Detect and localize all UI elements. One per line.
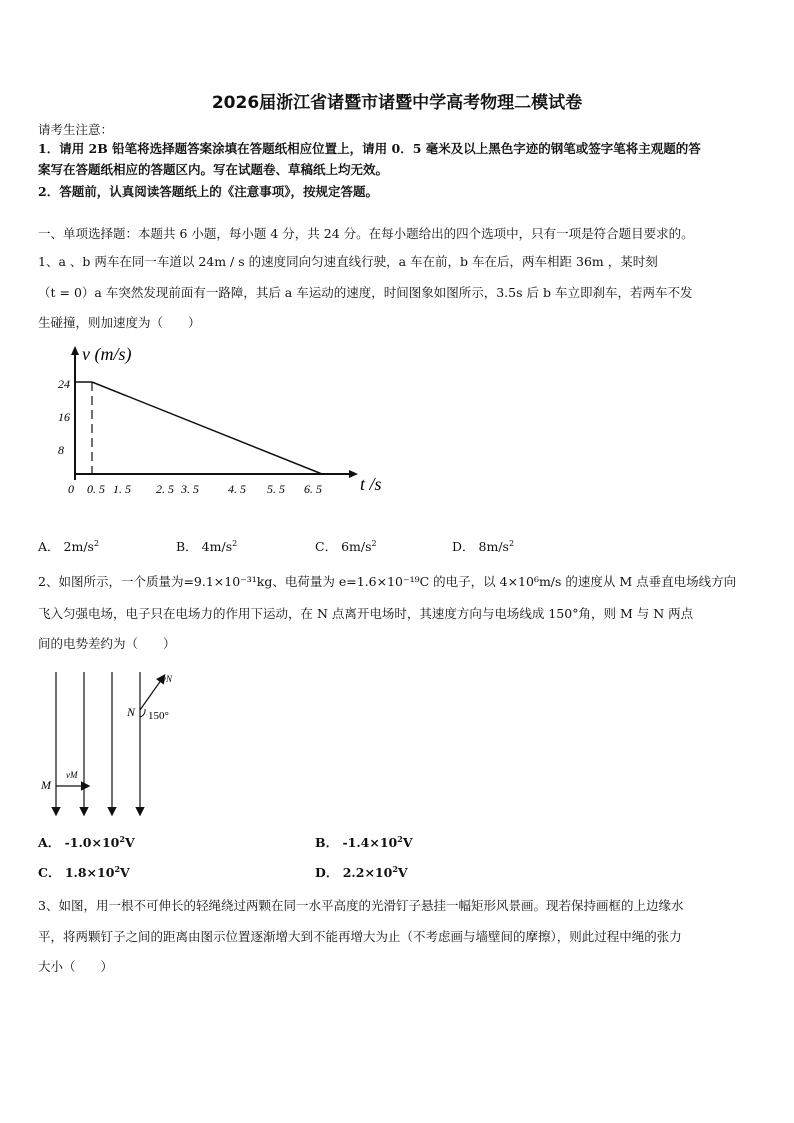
q2-option-a[interactable]: A． $-1.0\times 10^2V$ [38,833,135,850]
y-axis-arrow [71,346,79,355]
notice-line-1a: 1．请用 2B 铅笔将选择题答案涂填在答题纸相应位置上，请用 0．5 毫米及以上黑色字迹的钢笔或签字笔将主观题的答 [38,141,701,156]
q2-option-d[interactable]: D． $2.2\times 10^2V$ [315,863,408,880]
x-tick-0-5: 0. 5 [87,482,105,496]
q1-option-b[interactable]: B． $4m/s^2$ [176,538,238,554]
vn-arrow [140,676,164,710]
x-tick-0: 0 [68,482,74,496]
y-axis-label: v (m/s) [82,344,132,364]
x-axis-arrow [349,470,358,478]
q1-line-2: （t = 0）a 车突然发现前面有一路障，其后 a 车运动的速度，时间图象如图所示，3.5s 后 b 车立即刹车，若两车不发 [38,285,693,300]
q2-line-1: 2、如图所示，一个质量为=9.1×10⁻³¹kg、电荷量为 e=1.6×10⁻¹⁹C 的电子，以 4×10⁶m/s 的速度从 M 点垂直电场线方向 [38,574,737,589]
q3-line-2: 平，将两颗钉子之间的距离由图示位置逐渐增大到不能再增大为止（不考虑画与墙壁间的摩擦），则此过程中绳的张力 [38,929,682,944]
q1-option-a[interactable]: A． $2m/s^2$ [38,538,100,554]
q2-field-figure [36,664,196,824]
velocity-line-decel [92,382,322,474]
q1-option-c[interactable]: C． $6m/s^2$ [315,538,377,554]
q3-line-1: 3、如图，用一根不可伸长的轻绳绕过两颗在同一水平高度的光滑钉子悬挂一幅矩形风景画。现若保持画框的上边缘水 [38,898,684,913]
x-tick-6-5: 6. 5 [304,482,322,496]
q2-option-b[interactable]: B． $-1.4\times 10^2V$ [315,833,413,850]
y-tick-24: 24 [58,377,70,391]
label-vn: vN [162,674,172,684]
q2-line-3: 间的电势差约为（ ） [38,636,176,651]
y-tick-8: 8 [58,443,64,457]
x-tick-1-5: 1. 5 [113,482,131,496]
notice-line-2: 2．答题前，认真阅读答题纸上的《注意事项》，按规定答题。 [38,184,378,199]
q2-line-2: 飞入匀强电场，电子只在电场力的作用下运动，在 N 点离开电场时，其速度方向与电场线成 150°角，则 M 与 N 两点 [38,606,694,621]
q3-line-3: 大小（ ） [38,959,114,974]
x-tick-2-5: 2. 5 [156,482,174,496]
label-n: N [127,705,136,719]
page-title: 2026届浙江省诸暨市诸暨中学高考物理二模试卷 [211,93,583,113]
q1-line-1: 1、a 、b 两车在同一车道以 24m / s 的速度同向匀速直线行驶，a 车在前，b 车在后，两车相距 36m ，某时刻 [38,254,658,269]
section-heading: 一、单项选择题：本题共 6 小题，每小题 4 分，共 24 分。在每小题给出的四个选项中，只有一项是符合题目要求的。 [38,226,694,241]
angle-arc [140,709,145,717]
y-tick-16: 16 [58,410,70,424]
q2-option-c[interactable]: C． $1.8\times 10^2V$ [38,863,130,880]
label-angle: 150° [148,710,169,722]
x-tick-5-5: 5. 5 [267,482,285,496]
x-tick-4-5: 4. 5 [228,482,246,496]
x-tick-3-5: 3. 5 [181,482,199,496]
notice-line-1b: 案写在答题纸相应的答题区内。写在试题卷、草稿纸上均无效。 [38,162,389,177]
q1-option-d[interactable]: D． $8m/s^2$ [452,538,515,554]
q1-line-3: 生碰撞，则加速度为（ ） [38,315,201,330]
notice-header: 请考生注意： [38,122,114,137]
x-axis-label: t /s [360,474,382,494]
label-vm: vM [66,770,78,780]
q1-vt-graph [50,340,410,525]
label-m: M [41,778,51,792]
